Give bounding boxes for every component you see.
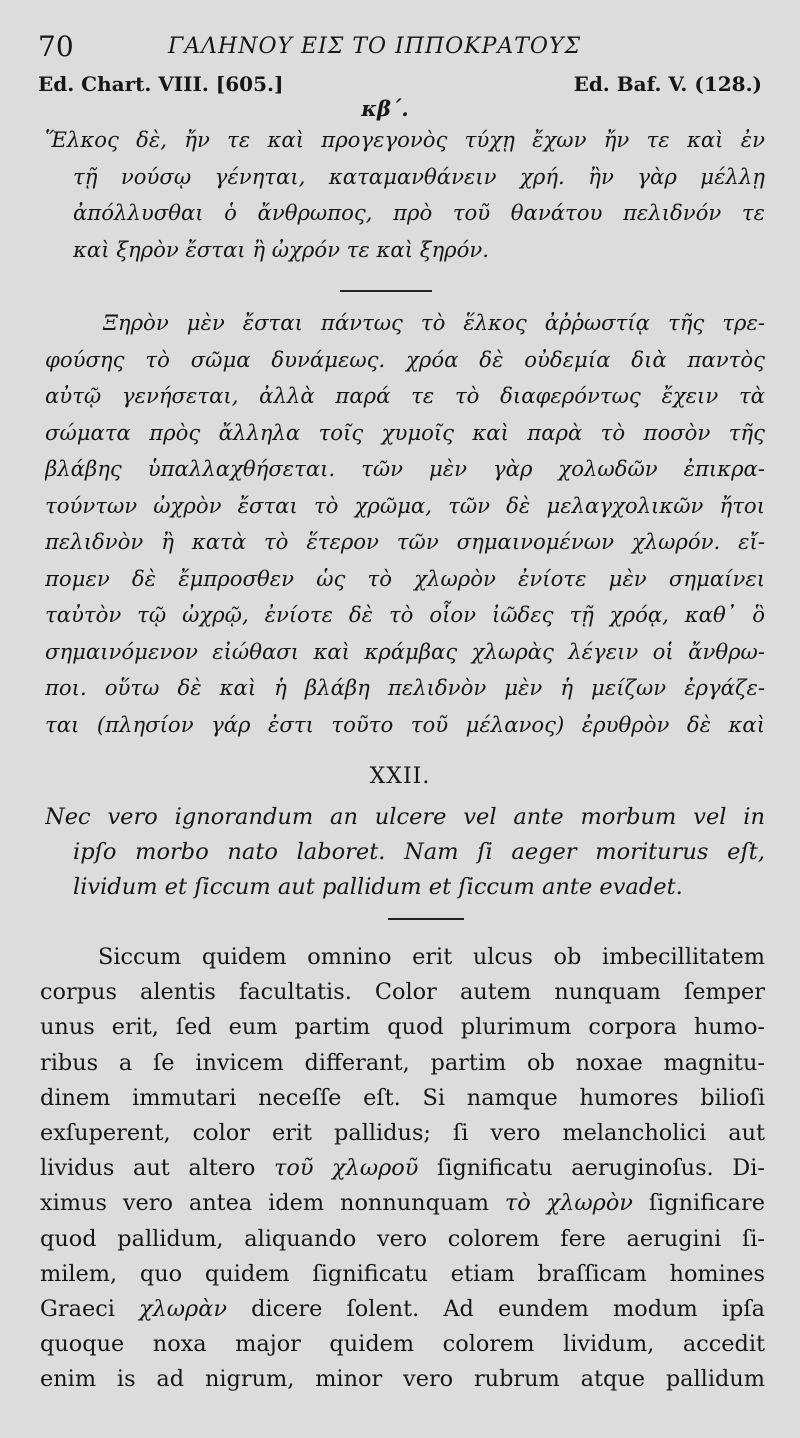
text-line: ποι. οὕτω δὲ καὶ ἡ βλάβη πελιδνὸν μὲν ἡ μείζων ἐργάζε- xyxy=(45,675,765,700)
greek-word: τὸ χλωρὸν xyxy=(504,1190,633,1217)
text-run: ximus vero antea idem nonnunquam xyxy=(40,1190,505,1217)
text-line: quoque noxa major quidem colorem lividum, accedit xyxy=(40,1331,765,1358)
text-line: ἀπόλλυσθαι ὁ ἄνθρωπος, πρὸ τοῦ θανάτου πελιδνόν τε xyxy=(73,200,765,225)
running-header xyxy=(38,30,760,66)
greek-section-number: κβ΄. xyxy=(361,96,409,121)
greek-word: τοῦ χλωροῦ xyxy=(273,1155,419,1182)
text-line: dinem immutari neceſſe eſt. Si namque humores bilioſi xyxy=(40,1084,765,1111)
text-line: Nec vero ignorandum an ulcere vel ante morbum vel in xyxy=(45,804,765,830)
text-line: πελιδνὸν ἢ κατὰ τὸ ἕτερον τῶν σημαινομένων χλωρόν. εἴ- xyxy=(45,529,765,554)
text-line xyxy=(40,1186,765,1221)
text-line: unus erit, ſed eum partim quod plurimum corpora humo- xyxy=(40,1014,765,1041)
text-run: ſignificare xyxy=(632,1190,765,1217)
text-line: quod pallidum, aliquando vero colorem fere aerugini ſi- xyxy=(40,1225,765,1252)
edition-left: Ed. Chart. VIII. [605.] xyxy=(38,72,284,96)
text-run: lividus aut altero xyxy=(40,1155,274,1182)
text-line xyxy=(40,1151,765,1186)
section-divider xyxy=(340,290,432,292)
text-line: corpus alentis facultatis. Color autem nunquam ſemper xyxy=(40,979,765,1006)
text-line: Ξηρὸν μὲν ἔσται πάντως τὸ ἕλκος ἀῤῥωστίᾳ τῆς τρε- xyxy=(103,310,765,335)
greek-commentary xyxy=(45,305,765,743)
text-line: Siccum quidem omnino erit ulcus ob imbecillitatem xyxy=(98,944,765,970)
text-line: enim is ad nigrum, minor vero rubrum atque pallidum xyxy=(40,1366,765,1393)
running-title: ΓΑΛΗΝΟΥ ΕΙΣ ΤΟ ΙΠΠΟΚΡΑΤΟΥΣ xyxy=(168,34,582,59)
latin-section-number: XXII. xyxy=(369,764,431,789)
text-line: ται (πλησίον γάρ ἐστι τοῦτο τοῦ μέλανος) ἐρυθρὸν δὲ καὶ xyxy=(45,711,765,737)
latin-commentary xyxy=(40,940,765,1398)
text-line: lividum et ſiccum aut pallidum et ſiccum ante evadet. xyxy=(73,874,683,900)
text-line: σώματα πρὸς ἄλληλα τοῖς χυμοῖς καὶ παρὰ τὸ ποσὸν τῆς xyxy=(45,419,765,445)
text-line: φούσης τὸ σῶμα δυνάμεως. χρόα δὲ οὐδεμία διὰ παντὸς xyxy=(45,346,765,372)
latin-aphorism xyxy=(45,800,765,905)
text-line: βλάβης ὑπαλλαχθήσεται. τῶν μὲν γὰρ χολωδῶν ἐπικρα- xyxy=(45,456,765,481)
text-line: τούντων ὠχρὸν ἔσται τὸ χρῶμα, τῶν δὲ μελαγχολικῶν ἤτοι xyxy=(45,492,765,518)
text-run: dicere ſolent. Ad eundem modum ipſa xyxy=(226,1296,765,1323)
text-line: Ἕλκος δὲ, ἤν τε καὶ προγεγονὸς τύχῃ ἔχων ἤν τε καὶ ἐν xyxy=(45,127,765,152)
text-run: Graeci xyxy=(40,1296,140,1323)
text-line: exſuperent, color erit pallidus; ſi vero melancholici aut xyxy=(40,1120,765,1147)
greek-aphorism xyxy=(45,122,765,268)
text-line xyxy=(40,1292,765,1327)
text-line: ταὐτὸν τῷ ὠχρῷ, ἐνίοτε δὲ τὸ οἷον ἰῶδες τῇ χρόᾳ, καθ᾽ ὃ xyxy=(45,602,765,627)
text-line: πομεν δὲ ἔμπροσθεν ὡς τὸ χλωρὸν ἐνίοτε μὲν σημαίνει xyxy=(45,565,765,591)
text-run: ſignificatu aeruginoſus. Di- xyxy=(418,1155,765,1182)
greek-word: χλωρὰν xyxy=(139,1296,227,1323)
section-divider xyxy=(388,918,464,920)
text-line: ribus a ſe invicem differant, partim ob noxae magnitu- xyxy=(40,1049,765,1076)
edition-right: Ed. Baf. V. (128.) xyxy=(573,72,762,96)
text-line: αὐτῷ γενήσεται, ἀλλὰ παρά τε τὸ διαφερόντως ἔχειν τὰ xyxy=(45,383,765,408)
text-line: milem, quo quidem ſignificatu etiam braſſicam homines xyxy=(40,1260,765,1287)
text-line: σημαινόμενον εἰώθασι καὶ κράμβας χλωρὰς λέγειν οἱ ἄνθρω- xyxy=(45,638,765,664)
page-number: 70 xyxy=(38,30,74,63)
text-line: ipſo morbo nato laboret. Nam ſi aeger moriturus eſt, xyxy=(73,839,765,865)
text-line: τῇ νούσῳ γένηται, καταμανθάνειν χρή. ἢν γὰρ μέλλῃ xyxy=(73,163,765,189)
text-line: καὶ ξηρὸν ἔσται ἢ ὠχρόν τε καὶ ξηρόν. xyxy=(73,236,489,262)
